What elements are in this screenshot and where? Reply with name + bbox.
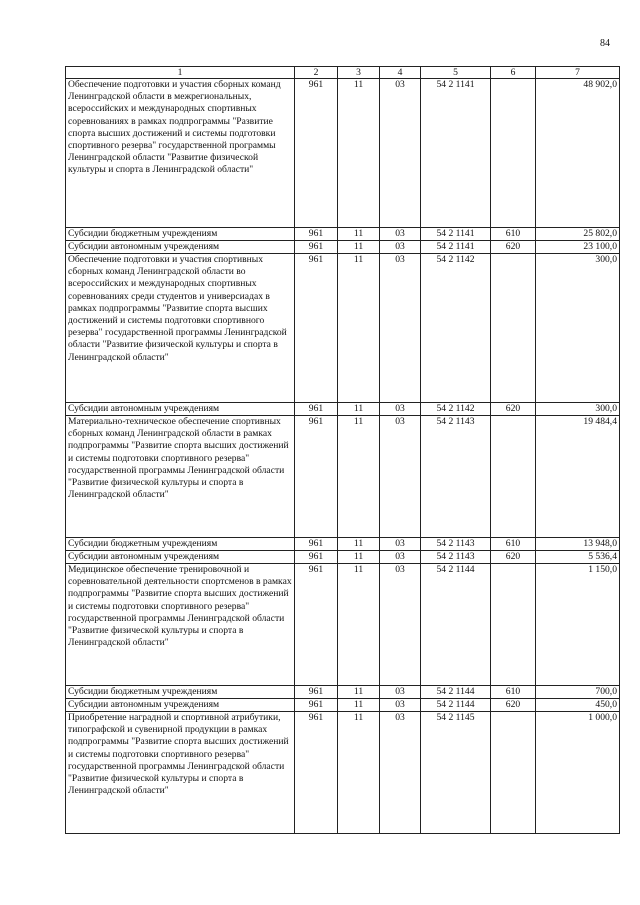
amount: 700,0 bbox=[536, 686, 620, 699]
table-row bbox=[66, 79, 620, 228]
header-cell: 4 bbox=[380, 67, 421, 79]
section-code: 11 bbox=[338, 564, 380, 686]
section-code: 11 bbox=[338, 416, 380, 538]
item-name: Обеспечение подготовки и участия сборных команд Ленинградской области в межрегиональных, всероссийских и международных спортивных соревнованиях в рамках подпрограммы "Развитие спорта высших достижений и системы подготовки спортивного резерва" государственной программы Ленинградской области "Развитие физической культуры и спорта в Ленинградской области" bbox=[66, 79, 295, 228]
amount: 1 000,0 bbox=[536, 712, 620, 834]
ministry-code: 961 bbox=[295, 254, 338, 403]
budget-table bbox=[65, 66, 620, 834]
subsection-code: 03 bbox=[380, 228, 421, 241]
subsection-code: 03 bbox=[380, 79, 421, 228]
expense-type-code bbox=[491, 564, 536, 686]
target-item-code: 54 2 1143 bbox=[421, 551, 491, 564]
ministry-code: 961 bbox=[295, 241, 338, 254]
amount: 450,0 bbox=[536, 699, 620, 712]
item-name: Субсидии автономным учреждениям bbox=[66, 699, 295, 712]
ministry-code: 961 bbox=[295, 686, 338, 699]
item-name: Субсидии автономным учреждениям bbox=[66, 551, 295, 564]
table-row bbox=[66, 551, 620, 564]
amount: 19 484,4 bbox=[536, 416, 620, 538]
item-name: Субсидии бюджетным учреждениям bbox=[66, 538, 295, 551]
table-row bbox=[66, 416, 620, 538]
amount: 25 802,0 bbox=[536, 228, 620, 241]
target-item-code: 54 2 1145 bbox=[421, 712, 491, 834]
ministry-code: 961 bbox=[295, 699, 338, 712]
target-item-code: 54 2 1143 bbox=[421, 538, 491, 551]
amount: 300,0 bbox=[536, 403, 620, 416]
header-cell: 6 bbox=[491, 67, 536, 79]
expense-type-code: 610 bbox=[491, 228, 536, 241]
table-row bbox=[66, 686, 620, 699]
subsection-code: 03 bbox=[380, 551, 421, 564]
ministry-code: 961 bbox=[295, 564, 338, 686]
target-item-code: 54 2 1144 bbox=[421, 699, 491, 712]
table-row bbox=[66, 538, 620, 551]
expense-type-code: 610 bbox=[491, 538, 536, 551]
table-row bbox=[66, 241, 620, 254]
ministry-code: 961 bbox=[295, 416, 338, 538]
section-code: 11 bbox=[338, 551, 380, 564]
section-code: 11 bbox=[338, 403, 380, 416]
expense-type-code: 620 bbox=[491, 241, 536, 254]
target-item-code: 54 2 1144 bbox=[421, 686, 491, 699]
item-name: Материально-техническое обеспечение спортивных сборных команд Ленинградской области в рамках подпрограммы "Развитие спорта высших достижений и системы подготовки спортивного резерва" государственной программы Ленинградской области "Развитие физической культуры и спорта в Ленинградской области" bbox=[66, 416, 295, 538]
table-row bbox=[66, 699, 620, 712]
target-item-code: 54 2 1142 bbox=[421, 403, 491, 416]
expense-type-code bbox=[491, 712, 536, 834]
item-name: Приобретение наградной и спортивной атрибутики, типографской и сувенирной продукции в рамках подпрограммы "Развитие спорта высших достижений и системы подготовки спортивного резерва" государственной программы Ленинградской области "Развитие физической культуры и спорта в Ленинградской области" bbox=[66, 712, 295, 834]
amount: 13 948,0 bbox=[536, 538, 620, 551]
expense-type-code bbox=[491, 79, 536, 228]
target-item-code: 54 2 1143 bbox=[421, 416, 491, 538]
ministry-code: 961 bbox=[295, 538, 338, 551]
section-code: 11 bbox=[338, 686, 380, 699]
subsection-code: 03 bbox=[380, 416, 421, 538]
ministry-code: 961 bbox=[295, 712, 338, 834]
subsection-code: 03 bbox=[380, 241, 421, 254]
item-name: Субсидии бюджетным учреждениям bbox=[66, 228, 295, 241]
subsection-code: 03 bbox=[380, 538, 421, 551]
section-code: 11 bbox=[338, 699, 380, 712]
section-code: 11 bbox=[338, 228, 380, 241]
expense-type-code: 620 bbox=[491, 699, 536, 712]
amount: 48 902,0 bbox=[536, 79, 620, 228]
subsection-code: 03 bbox=[380, 254, 421, 403]
expense-type-code bbox=[491, 254, 536, 403]
expense-type-code: 620 bbox=[491, 551, 536, 564]
amount: 1 150,0 bbox=[536, 564, 620, 686]
target-item-code: 54 2 1141 bbox=[421, 228, 491, 241]
ministry-code: 961 bbox=[295, 79, 338, 228]
table-row bbox=[66, 254, 620, 403]
header-cell: 7 bbox=[536, 67, 620, 79]
header-cell: 5 bbox=[421, 67, 491, 79]
target-item-code: 54 2 1141 bbox=[421, 241, 491, 254]
section-code: 11 bbox=[338, 712, 380, 834]
item-name: Субсидии автономным учреждениям bbox=[66, 403, 295, 416]
header-cell: 1 bbox=[66, 67, 295, 79]
subsection-code: 03 bbox=[380, 686, 421, 699]
section-code: 11 bbox=[338, 538, 380, 551]
expense-type-code bbox=[491, 416, 536, 538]
subsection-code: 03 bbox=[380, 699, 421, 712]
ministry-code: 961 bbox=[295, 551, 338, 564]
item-name: Медицинское обеспечение тренировочной и соревновательной деятельности спортсменов в рамках подпрограммы "Развитие спорта высших достижений и системы подготовки спортивного резерва" государственной программы Ленинградской области "Развитие физической культуры и спорта в Ленинградской области" bbox=[66, 564, 295, 686]
expense-type-code: 610 bbox=[491, 686, 536, 699]
amount: 300,0 bbox=[536, 254, 620, 403]
header-cell: 2 bbox=[295, 67, 338, 79]
table-row bbox=[66, 228, 620, 241]
section-code: 11 bbox=[338, 254, 380, 403]
table-row bbox=[66, 403, 620, 416]
page-number: 84 bbox=[600, 38, 610, 49]
item-name: Субсидии автономным учреждениям bbox=[66, 241, 295, 254]
ministry-code: 961 bbox=[295, 228, 338, 241]
subsection-code: 03 bbox=[380, 564, 421, 686]
header-row bbox=[66, 67, 620, 79]
amount: 5 536,4 bbox=[536, 551, 620, 564]
item-name: Субсидии бюджетным учреждениям bbox=[66, 686, 295, 699]
section-code: 11 bbox=[338, 79, 380, 228]
subsection-code: 03 bbox=[380, 403, 421, 416]
item-name: Обеспечение подготовки и участия спортивных сборных команд Ленинградской области во всероссийских и международных спортивных соревнованиях среди студентов и универсиадах в рамках подпрограммы "Развитие спорта высших достижений и системы подготовки спортивного резерва" государственной программы Ленинградской области "Развитие физической культуры и спорта в Ленинградской области" bbox=[66, 254, 295, 403]
table-row bbox=[66, 564, 620, 686]
target-item-code: 54 2 1142 bbox=[421, 254, 491, 403]
section-code: 11 bbox=[338, 241, 380, 254]
table-row bbox=[66, 712, 620, 834]
target-item-code: 54 2 1144 bbox=[421, 564, 491, 686]
header-cell: 3 bbox=[338, 67, 380, 79]
subsection-code: 03 bbox=[380, 712, 421, 834]
target-item-code: 54 2 1141 bbox=[421, 79, 491, 228]
amount: 23 100,0 bbox=[536, 241, 620, 254]
expense-type-code: 620 bbox=[491, 403, 536, 416]
ministry-code: 961 bbox=[295, 403, 338, 416]
